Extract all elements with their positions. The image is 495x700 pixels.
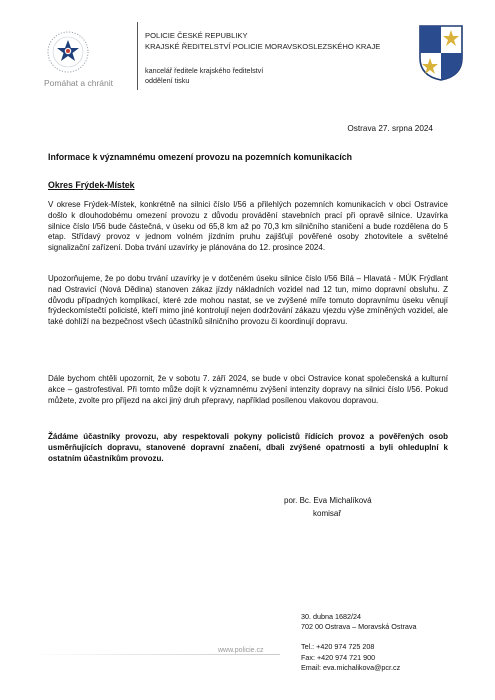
letter-title: Informace k významnému omezení provozu na pozemních komunikacích: [48, 152, 353, 162]
dept-line-2: oddělení tisku: [145, 76, 190, 85]
address-street: 30. dubna 1682/24: [301, 612, 361, 621]
paragraph-truck-ban: Upozorňujeme, že po dobu trvání uzavírky je v dotčeném úseku silnice číslo I/56 Bílá – Hlavatá - MÚK Frýdlant nad Ostravicí (Nová Dědina) stanoven zákaz jízdy nákladních vozidel nad 12 tun, mimo dopravní obsluhu. Z důvodu případných komplikací, které zde mohou nastat, se ve zvýšené míře tomuto dopravnímu úseku věnují frýdeckomístečtí policisté, kteří mimo jiné kontrolují nejen dodržování zákazu vjezdu výše zmíněných vozidel, ale také dohlíží na bezpečnost všech účastníků silničního provozu či koordinují dopravu.: [48, 274, 448, 327]
police-star-icon: [38, 28, 98, 78]
footer-address: [301, 612, 416, 673]
district-heading: Okres Frýdek-Místek: [48, 180, 135, 190]
moravian-silesian-crest-icon: [418, 24, 464, 82]
contact-email: Email: eva.michalikova@pcr.cz: [301, 662, 401, 672]
paragraph-festival: Dále bychom chtěli upozornit, že v sobotu 7. září 2024, se bude v obci Ostravice konat společenská a kulturní akce – gastrofestival. Při tomto může dojít k významnému zvýšení intenzity dopravy na silnici číslo I/56. Pokud můžete, zvolte pro příjezd na akci jiný druh přepravy, například posílenou vlakovou dopravou.: [48, 374, 448, 405]
signature-name: por. Bc. Eva Michalíková: [284, 496, 372, 505]
paragraph-appeal: Žádáme účastníky provozu, aby respektovali pokyny policistů řídících provoz a pověřených osob usměrňujících dopravu, stanovené dopravní značení, dbali zvýšené opatrnosti a byli ohleduplní k ostatním účastníkům provozu.: [48, 432, 448, 463]
footer-line: [30, 654, 280, 655]
contact-tel: Tel.: +420 974 725 208: [301, 642, 375, 652]
org-line-1: POLICIE ČESKÉ REPUBLIKY: [145, 31, 248, 40]
letter-date: Ostrava 27. srpna 2024: [347, 124, 433, 133]
police-logo: [38, 28, 128, 100]
header-divider: [137, 22, 138, 90]
organization-name: [145, 31, 380, 52]
contact-fax: Fax: +420 974 721 900: [301, 652, 376, 662]
dept-line-1: kancelář ředitele krajského ředitelství: [145, 66, 264, 75]
website-link[interactable]: www.policie.cz: [218, 647, 264, 654]
department-name: [145, 66, 263, 86]
motto: Pomáhat a chránit: [44, 78, 113, 88]
regional-crest: [418, 24, 464, 82]
address-city: 702 00 Ostrava – Moravská Ostrava: [301, 622, 417, 632]
paragraph-closure: V okrese Frýdek-Místek, konkrétně na silnici číslo I/56 a přilehlých pozemních komunikacích v obci Ostravice došlo k dlouhodobému omezení provozu z důvodu provádění stavebních prací při opravě silnice. Uzavírka silnice číslo I/56 bude částečná, v úseku od 65,8 km až po 70,3 km silničního staničení a bude rozdělena do 5 etap. Střídavý provoz v jednom volném jízdním pruhu zajišťují pověřené osoby zhotovitele a světelné signalizační zařízení. Doba trvání uzavírky je plánována do 12. prosince 2024.: [48, 200, 448, 253]
signature-role: komisař: [313, 509, 342, 518]
org-line-2: KRAJSKÉ ŘEDITELSTVÍ POLICIE MORAVSKOSLEZSKÉHO KRAJE: [145, 41, 381, 51]
